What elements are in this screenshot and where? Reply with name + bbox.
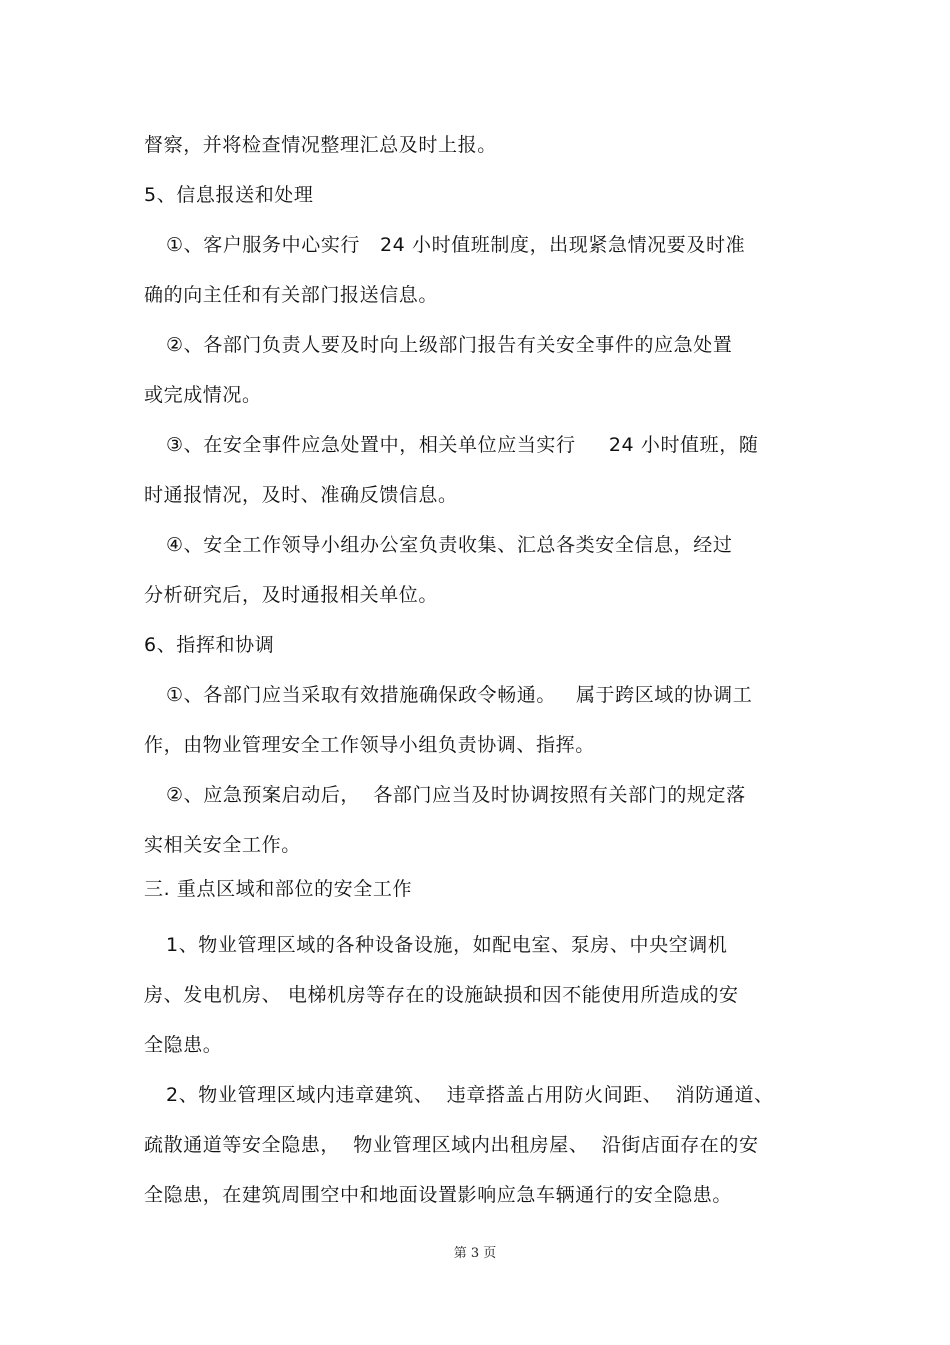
paragraph-line: ④、安全工作领导小组办公室负责收集、汇总各类安全信息，经过 — [166, 534, 733, 556]
paragraph-line: 疏散通道等安全隐患， 物业管理区域内出租房屋、 沿街店面存在的安 — [144, 1134, 759, 1156]
paragraph-line: ①、客户服务中心实行 24 小时值班制度，出现紧急情况要及时准 — [166, 234, 746, 256]
paragraph-line: 2、物业管理区域内违章建筑、 违章搭盖占用防火间距、 消防通道、 — [166, 1084, 774, 1106]
paragraph-line: 实相关安全工作。 — [144, 834, 301, 856]
section-heading: 5、信息报送和处理 — [144, 184, 314, 206]
paragraph-line: 分析研究后，及时通报相关单位。 — [144, 584, 439, 606]
paragraph-line: 房、发电机房、 电梯机房等存在的设施缺损和因不能使用所造成的安 — [144, 984, 739, 1006]
paragraph-line: 时通报情况，及时、准确反馈信息。 — [144, 484, 458, 506]
paragraph-line: 作，由物业管理安全工作领导小组负责协调、指挥。 — [144, 734, 595, 756]
paragraph-line: ③、在安全事件应急处置中，相关单位应当实行 24 小时值班，随 — [166, 434, 759, 456]
paragraph-line: ②、各部门负责人要及时向上级部门报告有关安全事件的应急处置 — [166, 334, 733, 356]
section-heading: 三. 重点区域和部位的安全工作 — [144, 878, 413, 900]
paragraph-line: ①、各部门应当采取有效措施确保政令畅通。 属于跨区域的协调工 — [166, 684, 753, 706]
paragraph-line: ②、应急预案启动后， 各部门应当及时协调按照有关部门的规定落 — [166, 784, 746, 806]
paragraph-line: 确的向主任和有关部门报送信息。 — [144, 284, 439, 306]
paragraph-line: 全隐患。 — [144, 1034, 223, 1056]
section-heading: 6、指挥和协调 — [144, 634, 275, 656]
paragraph-line: 或完成情况。 — [144, 384, 262, 406]
paragraph-line: 督察，并将检查情况整理汇总及时上报。 — [144, 134, 497, 156]
page-number: 第 3 页 — [453, 1246, 497, 1261]
paragraph-line: 全隐患，在建筑周围空中和地面设置影响应急车辆通行的安全隐患。 — [144, 1184, 733, 1206]
paragraph-line: 1、物业管理区域的各种设备设施，如配电室、泵房、中央空调机 — [166, 934, 728, 956]
